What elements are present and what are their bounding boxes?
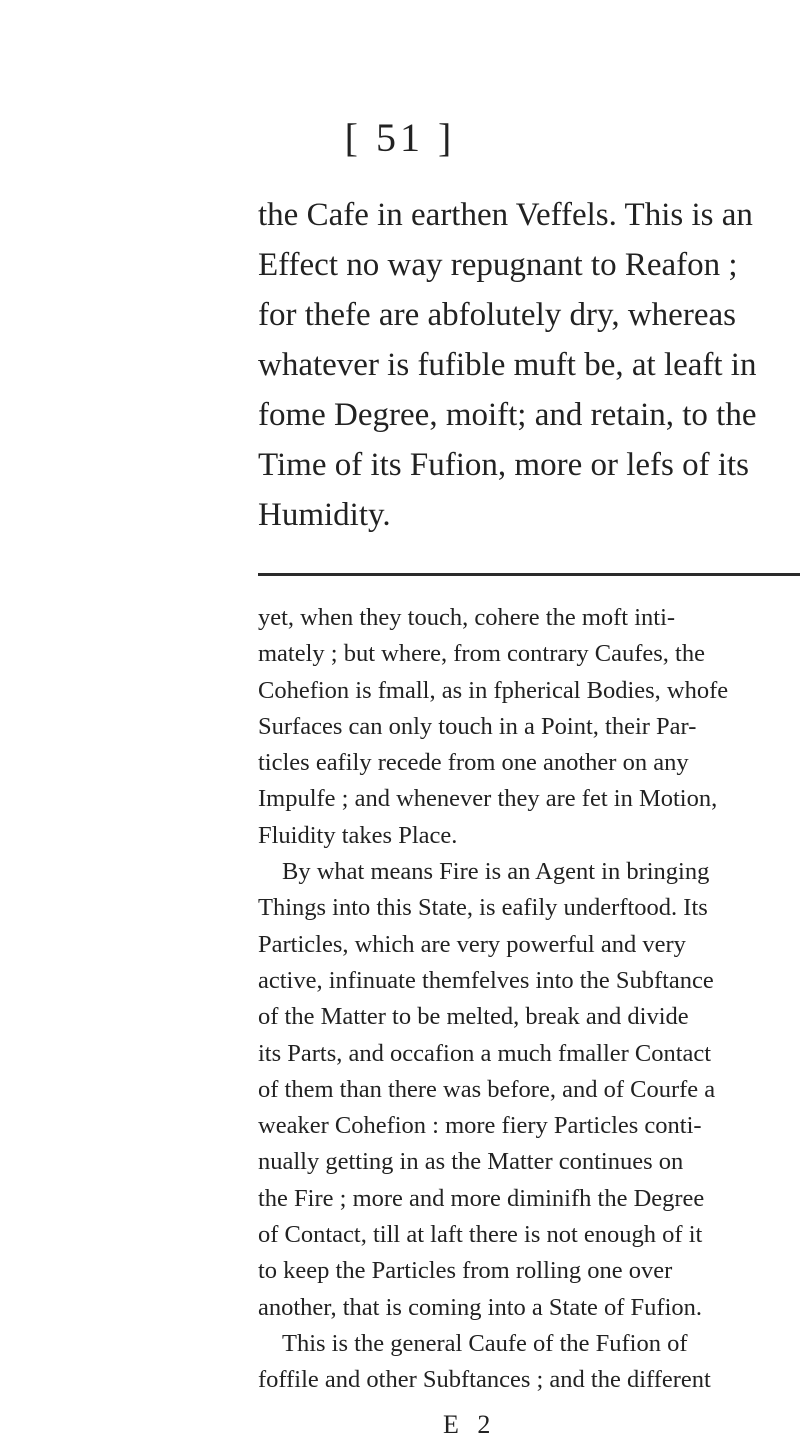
text-line: of Contact, till at laft there is not enough of it [258, 1221, 703, 1249]
text-line: nually getting in as the Matter continues on [258, 1148, 684, 1176]
page-number: [ 51 ] [344, 115, 456, 160]
text-line: for thefe are abfolutely dry, whereas [258, 297, 736, 333]
text-line: By what means Fire is an Agent in bringing [282, 858, 710, 886]
text-line: Cohefion is fmall, as in fpherical Bodies, whofe [258, 676, 729, 704]
text-line: This is the general Caufe of the Fufion of [282, 1329, 688, 1357]
text-line: yet, when they touch, cohere the moft inti- [258, 604, 676, 631]
continued-paragraph [258, 190, 798, 540]
text-line: its Parts, and occafion a much fmaller Contact [258, 1039, 712, 1067]
text-line: Things into this State, is eafily underftood. Its [258, 894, 708, 922]
section-divider [258, 573, 800, 576]
text-line: Effect no way repugnant to Reafon ; [258, 247, 738, 283]
text-line: active, infinuate themfelves into the Subftance [258, 966, 714, 994]
text-line: the Cafe in earthen Veffels. This is an [258, 197, 753, 233]
text-line: weaker Cohefion : more fiery Particles conti- [258, 1112, 702, 1140]
text-line: fome Degree, moift; and retain, to the [258, 397, 757, 433]
text-line: another, that is coming into a State of Fufion. [258, 1293, 703, 1321]
text-line: whatever is fufible muft be, at leaft in [258, 347, 757, 383]
body-paragraphs [258, 600, 800, 1399]
text-line: to keep the Particles from rolling one over [258, 1257, 673, 1285]
text-line: ticles eafily recede from one another on any [258, 749, 689, 777]
text-line: Particles, which are very powerful and very [258, 930, 686, 958]
signature-mark: E 2 [443, 1410, 497, 1439]
text-line: mately ; but where, from contrary Caufes, the [258, 640, 705, 668]
text-line: Impulfe ; and whenever they are fet in Motion, [258, 785, 718, 813]
text-line: of them than there was before, and of Courfe a [258, 1075, 716, 1103]
text-line: Humidity. [258, 497, 391, 533]
text-line: Surfaces can only touch in a Point, their Par- [258, 712, 697, 740]
text-line: Time of its Fufion, more or lefs of its [258, 447, 750, 483]
text-line: the Fire ; more and more diminifh the Degree [258, 1184, 705, 1212]
text-line: Fluidity takes Place. [258, 821, 458, 849]
text-line: foffile and other Subftances ; and the different [258, 1366, 711, 1394]
text-line: of the Matter to be melted, break and divide [258, 1003, 689, 1031]
